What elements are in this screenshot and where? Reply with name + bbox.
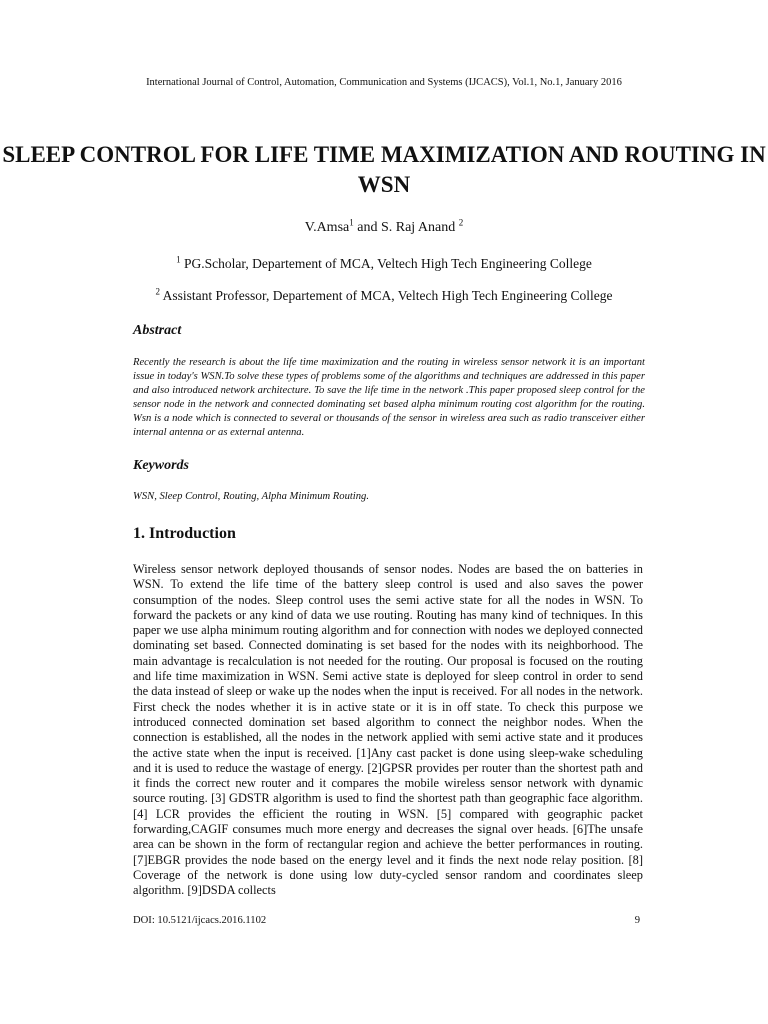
author-1-affiliation-mark: 1 bbox=[349, 217, 354, 228]
author-2: S. Raj Anand bbox=[380, 220, 456, 235]
author-line bbox=[0, 217, 768, 236]
affiliation-2-mark: 2 bbox=[155, 286, 161, 297]
affiliation-1 bbox=[0, 256, 768, 272]
doi-footer: DOI: 10.5121/ijcacs.2016.1102 bbox=[133, 915, 267, 926]
affiliation-1-text: PG.Scholar, Departement of MCA, Veltech High Tech Engineering College bbox=[184, 256, 592, 271]
affiliation-1-mark: 1 bbox=[176, 254, 181, 265]
abstract-heading: Abstract bbox=[133, 323, 182, 338]
abstract-text: Recently the research is about the life time maximization and the routing in wireless sensor network it is an important issue in today's WSN.To solve these types of problems some of the algorithms and techniques are addressed in this paper and also introduced network architecture. To save the life time in the network .This paper proposed sleep control for the sensor node in the network and connected dominating set based alpha minimum routing cost algorithm for the routing. Wsn is a node which is connected to several or thousands of the sensor in wireless area such as radio transceiver either internal antenna or as external antenna. bbox=[133, 357, 645, 438]
affiliation-2-text: Assistant Professor, Departement of MCA, Veltech High Tech Engineering College bbox=[162, 288, 613, 303]
keywords-text: WSN, Sleep Control, Routing, Alpha Minimum Routing. bbox=[133, 491, 369, 502]
paper-title: SLEEP CONTROL FOR LIFE TIME MAXIMIZATION AND ROUTING IN WSN bbox=[2, 142, 766, 197]
journal-header: International Journal of Control, Automation, Communication and Systems (IJCACS), Vol.1, No.1, January 2016 bbox=[146, 77, 622, 88]
section-number: 1 bbox=[133, 525, 141, 542]
author-1: V.Amsa bbox=[304, 220, 350, 235]
affiliation-2 bbox=[0, 288, 768, 304]
author-2-affiliation-mark: 2 bbox=[458, 217, 464, 228]
section-title: . Introduction bbox=[141, 525, 236, 542]
introduction-heading bbox=[133, 525, 236, 543]
page-number: 9 bbox=[634, 915, 640, 926]
author-separator: and bbox=[353, 220, 381, 235]
keywords-heading: Keywords bbox=[133, 458, 189, 473]
introduction-text: Wireless sensor network deployed thousands of sensor nodes. Nodes are based the on batteries in WSN. To extend the life time of the battery sleep control is used and also saves the power consumption of the nodes. Sleep control uses the semi active state for all the nodes in WSN. To forward the packets or any kind of data we use routing. Routing has many kind of techniques. In this paper we use alpha minimum routing algorithm and for connection with nodes we deployed connected dominating set based. Connected dominating is set based for the nodes with its neighborhood. The main advantage is recalculation is not needed for the routing. Our proposal is focused on the routing and life time maximization in WSN. Semi active state is deployed for sleep control in order to send the data instead of sleep or wake up the nodes when the input is received. For all nodes in the network. First check the nodes whether it is in active state or it is in off state. To check this purpose we introduced connected domination set based algorithm to connect the neighbor nodes. When the connection is established, all the nodes in the network applied with semi active state and it produces the active state when the input is received. [1]Any cast packet is done using sleep-wake scheduling and it is used to reduce the wastage of energy. [2]GPSR provides per router than the shortest path and it finds the correct new router and it compares the mobile wireless sensor network with dynamic source routing. [3] GDSTR algorithm is used to find the shortest path than geographic face algorithm.[4] LCR provides the efficient the routing in WSN. [5] compared with geographic packet forwarding,CAGIF consumes much more energy and decreases the signal over heads. [6]The unsafe area can be shown in the form of rectangular region and achieve the better performances in routing. [7]EBGR provides the node based on the energy level and it finds the next node relay position. [8] Coverage of the network is done using low duty-cycled sensor random and coordinates sleep algorithm. [9]DSDA collects bbox=[133, 562, 643, 898]
